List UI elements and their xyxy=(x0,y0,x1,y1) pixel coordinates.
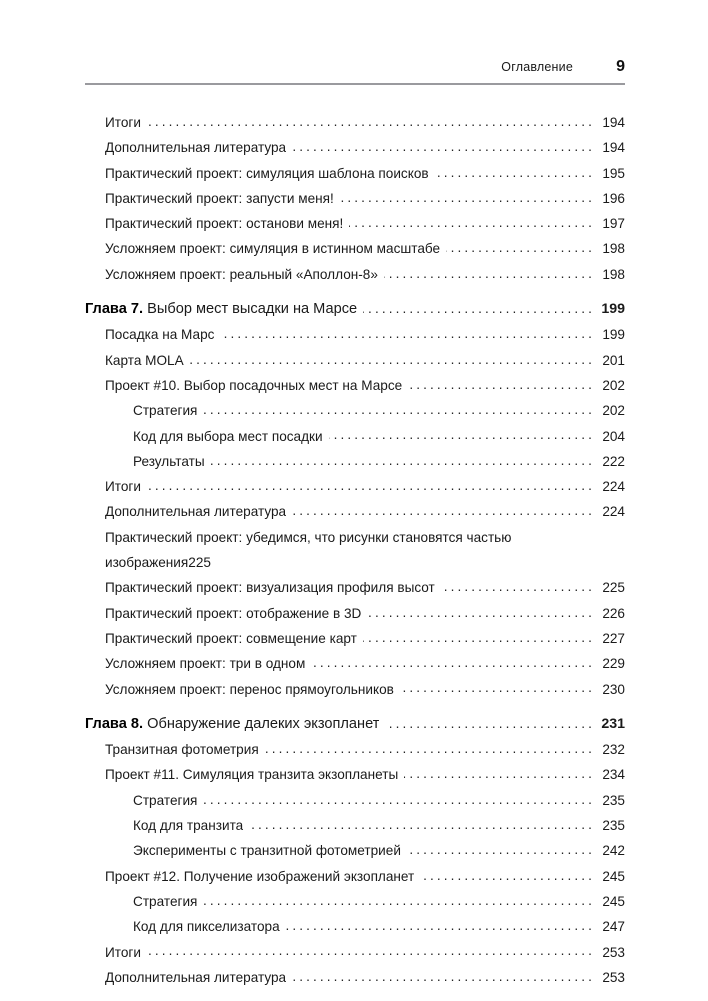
toc-entry-label: Проект #12. Получение изображений экзопланет xyxy=(105,868,415,884)
toc-entry-line2 xyxy=(105,550,625,575)
dot-leader xyxy=(363,308,595,323)
toc-entry-label: Стратегия xyxy=(133,893,198,909)
toc-entry[interactable] xyxy=(105,348,625,373)
dot-leader xyxy=(435,172,595,186)
toc-entry[interactable] xyxy=(133,889,625,914)
toc-entry-label: Код для транзита xyxy=(133,818,244,834)
toc-entry[interactable] xyxy=(133,449,625,474)
dot-leader xyxy=(190,359,595,373)
dot-leader xyxy=(404,774,595,788)
toc-entry[interactable] xyxy=(105,575,625,600)
toc-entry-label: Дополнительная литература xyxy=(105,140,287,156)
toc-entry-label: Код для выбора мест посадки xyxy=(133,428,323,444)
toc-page-number: 229 xyxy=(602,656,625,672)
dot-leader xyxy=(385,723,595,738)
toc-page-number: 253 xyxy=(602,969,625,985)
toc-entry[interactable] xyxy=(105,762,625,787)
toc-entry-label: Стратегия xyxy=(133,403,198,419)
toc-entry-label: Практический проект: останови меня! xyxy=(105,216,344,232)
toc-page-number: 224 xyxy=(602,479,625,495)
running-header-title: Оглавление xyxy=(501,60,573,74)
dot-leader xyxy=(220,334,595,348)
toc-page-number: 245 xyxy=(602,893,625,909)
toc-entry-label: Проект #10. Выбор посадочных мест на Марсе xyxy=(105,377,403,393)
toc-entry[interactable] xyxy=(133,398,625,423)
toc-entry[interactable] xyxy=(105,677,625,702)
toc-page-number: 227 xyxy=(602,630,625,646)
toc-entry-label: Транзитная фотометрия xyxy=(105,742,259,758)
dot-leader xyxy=(329,435,595,449)
toc-entry[interactable] xyxy=(105,373,625,398)
toc-entry-label: Усложняем проект: три в одном xyxy=(105,656,306,672)
toc-entry-label: Итоги xyxy=(105,479,141,495)
toc-entry[interactable] xyxy=(105,626,625,651)
header-divider xyxy=(85,83,625,85)
toc-entry[interactable] xyxy=(105,651,625,676)
toc-page-number: 194 xyxy=(602,115,625,130)
toc-page-number: 222 xyxy=(602,453,625,469)
toc-chapter-title: Выбор мест высадки на Марсе xyxy=(147,301,358,318)
toc-page-number: 204 xyxy=(602,428,625,444)
toc-page-number: 230 xyxy=(602,681,625,697)
dot-leader xyxy=(367,612,595,626)
table-of-contents xyxy=(85,110,625,990)
toc-page-number: 225 xyxy=(602,580,625,596)
toc-entry[interactable] xyxy=(105,940,625,965)
toc-entry-label: Практический проект: совмещение карт xyxy=(105,630,357,646)
dot-leader xyxy=(407,850,595,864)
toc-entry[interactable] xyxy=(105,525,625,576)
toc-entry[interactable] xyxy=(133,838,625,863)
dot-leader xyxy=(203,410,595,424)
toc-entry[interactable] xyxy=(133,424,625,449)
toc-entry[interactable] xyxy=(105,737,625,762)
page-number: 9 xyxy=(616,58,625,75)
dot-leader xyxy=(408,385,595,399)
toc-entry[interactable] xyxy=(133,914,625,939)
toc-page-number: 234 xyxy=(602,767,625,783)
toc-chapter-label xyxy=(85,712,379,737)
toc-page-number: 242 xyxy=(602,843,625,859)
toc-page-number: 202 xyxy=(602,377,625,393)
toc-entry[interactable] xyxy=(105,262,625,287)
dot-leader xyxy=(286,926,595,940)
toc-entry-label: Посадка на Марс xyxy=(105,327,215,343)
toc-entry[interactable] xyxy=(105,110,625,135)
toc-entry[interactable] xyxy=(133,788,625,813)
toc-page-number: 196 xyxy=(602,190,625,206)
toc-entry-label: Усложняем проект: перенос прямоугольников xyxy=(105,681,394,697)
toc-entry[interactable] xyxy=(105,864,625,889)
toc-entry-label: Усложняем проект: реальный «Аполлон-8» xyxy=(105,266,378,282)
toc-page-number: 245 xyxy=(602,868,625,884)
toc-chapter-entry[interactable] xyxy=(85,297,625,322)
toc-page-number: 202 xyxy=(602,403,625,419)
dot-leader xyxy=(147,951,595,965)
toc-page-number: 231 xyxy=(601,715,625,732)
dot-leader xyxy=(147,486,595,500)
toc-entry[interactable] xyxy=(105,135,625,160)
toc-entry[interactable] xyxy=(105,161,625,186)
toc-entry[interactable] xyxy=(105,322,625,347)
toc-page-number: 198 xyxy=(602,241,625,257)
toc-page-number: 253 xyxy=(602,944,625,960)
dot-leader xyxy=(292,977,595,991)
dot-leader xyxy=(292,511,595,525)
toc-chapter-entry[interactable] xyxy=(85,712,625,737)
dot-leader xyxy=(265,749,595,763)
toc-entry-label: Эксперименты с транзитной фотометрией xyxy=(133,843,401,859)
toc-entry[interactable] xyxy=(105,965,625,990)
dot-leader xyxy=(249,825,595,839)
toc-chapter-number: Глава 7. xyxy=(85,301,144,318)
toc-page-number: 232 xyxy=(602,742,625,758)
toc-entry[interactable] xyxy=(105,474,625,499)
dot-leader xyxy=(384,273,595,287)
toc-entry-label: Стратегия xyxy=(133,792,198,808)
dot-leader xyxy=(420,875,595,889)
toc-entry-label: Дополнительная литература xyxy=(105,969,287,985)
dot-leader xyxy=(400,688,595,702)
toc-entry[interactable] xyxy=(105,499,625,524)
toc-entry-label-line1: Практический проект: убедимся, что рисунки становятся частью xyxy=(105,529,512,545)
running-header-row xyxy=(85,58,625,80)
dot-leader xyxy=(363,638,595,652)
toc-entry[interactable] xyxy=(133,813,625,838)
dot-leader xyxy=(441,587,595,601)
toc-page-number: 198 xyxy=(602,266,625,282)
toc-page-number: 197 xyxy=(602,216,625,232)
dot-leader xyxy=(349,223,595,237)
toc-chapter-title: Обнаружение далеких экзопланет xyxy=(147,715,380,732)
toc-page-number: 224 xyxy=(602,504,625,520)
toc-entry-label: Дополнительная литература xyxy=(105,504,287,520)
toc-page-number: 247 xyxy=(602,919,625,935)
dot-leader xyxy=(446,248,595,262)
toc-entry-label: Итоги xyxy=(105,115,141,130)
toc-entry-label: Итоги xyxy=(105,944,141,960)
toc-entry-label: Практический проект: отображение в 3D xyxy=(105,605,362,621)
toc-entry[interactable] xyxy=(105,211,625,236)
toc-entry-label: Карта MOLA xyxy=(105,352,184,368)
toc-page-number: 199 xyxy=(602,327,625,343)
dot-leader xyxy=(147,122,595,136)
toc-entry-label: Код для пикселизатора xyxy=(133,919,280,935)
dot-leader xyxy=(311,663,595,677)
toc-page-number: 235 xyxy=(602,818,625,834)
toc-entry[interactable] xyxy=(105,186,625,211)
dot-leader xyxy=(203,799,595,813)
toc-entry-label: Результаты xyxy=(133,453,205,469)
toc-entry[interactable] xyxy=(105,601,625,626)
toc-page-number: 195 xyxy=(602,165,625,181)
toc-entry-label-line2: изображения xyxy=(105,555,189,571)
dot-leader xyxy=(340,198,595,212)
toc-chapter-label xyxy=(85,297,357,322)
toc-entry[interactable] xyxy=(105,236,625,261)
toc-entry-label: Проект #11. Симуляция транзита экзопланеты xyxy=(105,767,399,783)
dot-leader xyxy=(203,901,595,915)
toc-entry-label: Практический проект: запусти меня! xyxy=(105,190,334,206)
toc-page-number: 226 xyxy=(602,605,625,621)
dot-leader xyxy=(292,147,595,161)
toc-page-number: 194 xyxy=(602,140,625,156)
toc-page-number: 201 xyxy=(602,352,625,368)
dot-leader xyxy=(211,461,595,475)
toc-page-number: 235 xyxy=(602,792,625,808)
toc-entry-label: Практический проект: визуализация профиля высот xyxy=(105,580,435,596)
toc-entry-label: Практический проект: симуляция шаблона поисков xyxy=(105,165,429,181)
toc-chapter-number: Глава 8. xyxy=(85,715,144,732)
toc-page-number: 199 xyxy=(601,301,625,318)
toc-page-number: 225 xyxy=(188,555,211,571)
toc-entry-label: Усложняем проект: симуляция в истинном масштабе xyxy=(105,241,441,257)
running-header xyxy=(85,58,625,88)
